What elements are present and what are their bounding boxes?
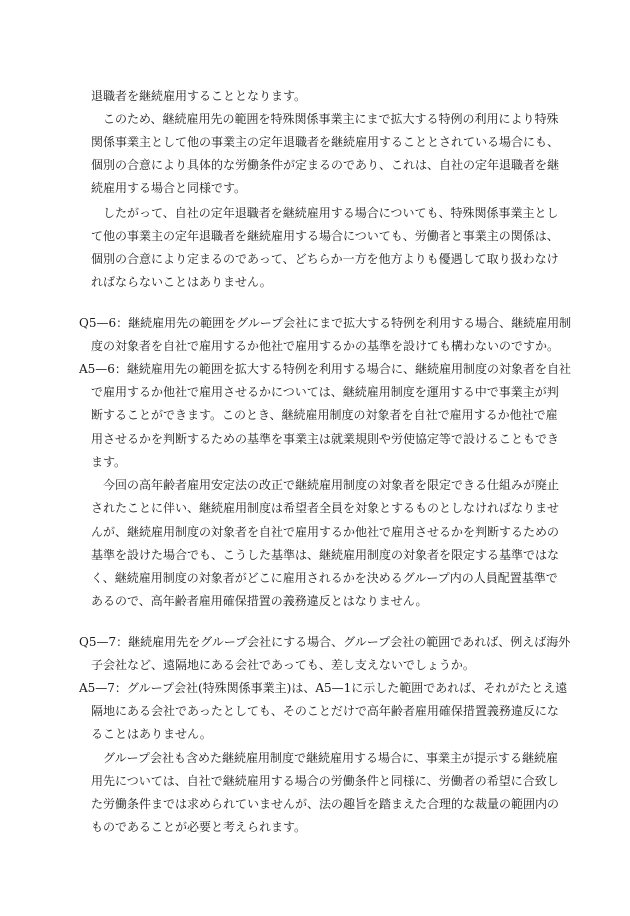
answer-a5-7-line: グループ会社も含めた継続雇用制度で継続雇用する場合に、事業主が提示する継続雇	[103, 751, 559, 765]
question-q5-6-line: 度の対象者を自社で雇用するか他社で雇用するかの基準を設けても構わないのですか。	[91, 339, 560, 353]
answer-a5-6-line: く、継続雇用制度の対象者がどこに雇用されるかを決めるグループ内の人員配置基準で	[91, 571, 558, 585]
intro-line: 続雇用する場合と同様です。	[91, 181, 247, 195]
intro-line: 個別の合意により定まるのであって、どちらか一方を他方よりも優遇して取り扱わなけ	[91, 252, 559, 266]
answer-a5-7-line: 用先については、自社で継続雇用する場合の労働条件と同様に、労働者の希望に合致し	[91, 774, 559, 788]
answer-a5-6-line: で雇用するか他社で雇用させるかについては、継続雇用制度を運用する中で事業主が判	[91, 385, 559, 399]
answer-a5-6-line: んが、継続雇用制度の対象者を自社で雇用するか他社で雇用させるかを判断するための	[91, 525, 560, 539]
answer-a5-7-line: ることはありません。	[91, 727, 212, 741]
answer-a5-6-line: 今回の高年齢者雇用安定法の改正で継続雇用制度の対象者を限定できる仕組みが廃止	[103, 478, 560, 492]
intro-line: したがって、自社の定年退職者を継続雇用する場合についても、特殊関係事業主とし	[103, 206, 559, 220]
answer-a5-6-line: 断することができます。このとき、継続雇用制度の対象者を自社で雇用するか他社で雇	[91, 408, 558, 422]
question-q5-6-line: Q5—6：継続雇用先の範囲をグループ会社にまで拡大する特例を利用する場合、継続雇用制	[79, 316, 572, 330]
answer-a5-6-line: 用させるかを判断するための基準を事業主は就業規則や労使協定等で設けることもでき	[91, 432, 560, 446]
answer-a5-6-line: A5—6：継続雇用先の範囲を拡大する特例を利用する場合に、継続雇用制度の対象者を自社	[79, 362, 571, 376]
question-q5-7-line: 子会社など、遠隔地にある会社であっても、差し支えないでしょうか。	[91, 658, 475, 672]
intro-line: このため、継続雇用先の範囲を特殊関係事業主にまで拡大する特例の利用により特殊	[103, 112, 559, 126]
answer-a5-6-line: あるので、高年齢者雇用確保措置の義務違反とはなりません。	[91, 594, 428, 608]
answer-a5-7-line: 隔地にある会社であったとしても、そのことだけで高年齢者雇用確保措置義務違反にな	[91, 704, 559, 718]
intro-line: 個別の合意により具体的な労働条件が定まるのであり、これは、自社の定年退職者を継	[91, 158, 560, 172]
intro-line: 関係事業主として他の事業主の定年退職者を継続雇用することとされている場合にも、	[91, 135, 560, 149]
answer-a5-6-line: 基準を設けた場合でも、こうした基準は、継続雇用制度の対象者を限定する基準ではな	[91, 548, 560, 562]
intro-line: て他の事業主の定年退職者を継続雇用する場合についても、労働者と事業主の関係は、	[91, 229, 559, 243]
question-q5-7-line: Q5—7：継続雇用先をグループ会社にする場合、グループ会社の範囲であれば、例えば海外	[79, 635, 571, 649]
answer-a5-7-line: ものであることが必要と考えられます。	[91, 820, 307, 834]
answer-a5-7-line: A5—7：グループ会社(特殊関係事業主)は、A5—1に示した範囲であれば、それがたとえ遠	[79, 681, 568, 695]
intro-line: 退職者を継続雇用することとなります。	[91, 89, 307, 103]
answer-a5-6-line: されたことに伴い、継続雇用制度は希望者全員を対象とするものとしなければなりませ	[91, 501, 560, 515]
answer-a5-6-line: ます。	[91, 455, 127, 469]
answer-a5-7-line: た労働条件までは求められていませんが、法の趣旨を踏まえた合理的な裁量の範囲内の	[91, 797, 560, 811]
intro-line: ればならないことはありません。	[91, 275, 272, 289]
